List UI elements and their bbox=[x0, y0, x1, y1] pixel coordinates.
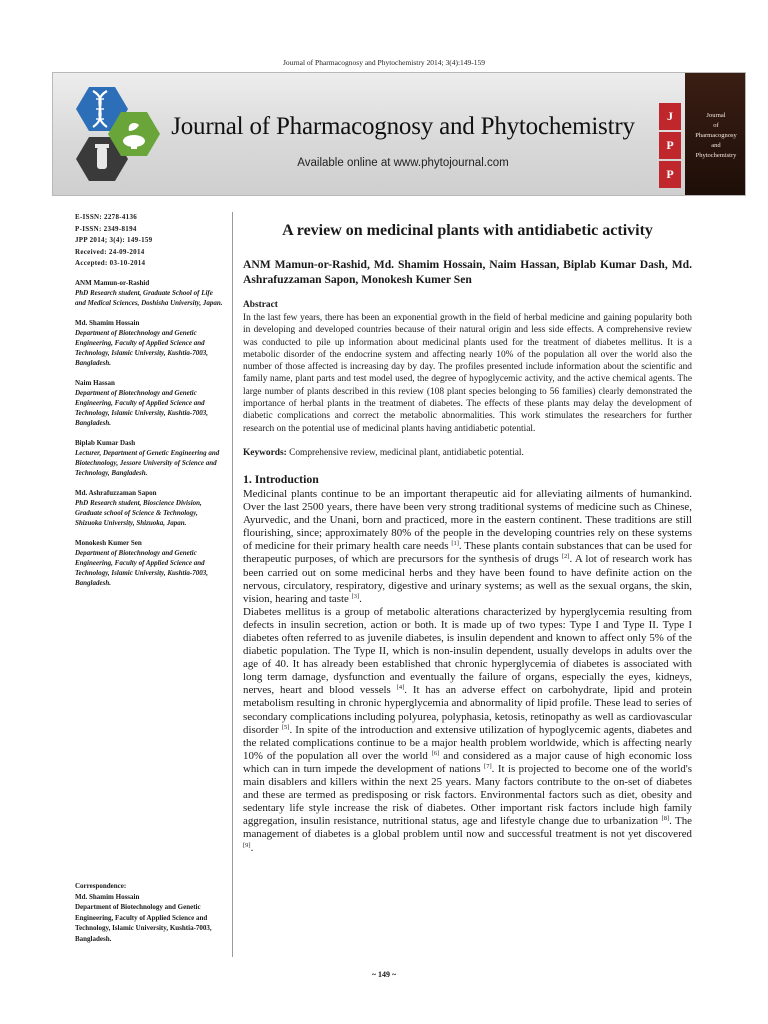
side-text: Journal bbox=[706, 112, 726, 119]
text-run: . bbox=[359, 592, 362, 605]
journal-side-panel bbox=[685, 73, 746, 196]
journal-title: Journal of Pharmacognosy and Phytochemistry bbox=[171, 113, 635, 140]
citation-ref[interactable]: [9] bbox=[243, 841, 251, 849]
column-divider bbox=[232, 212, 233, 957]
citation-ref[interactable]: [1] bbox=[451, 540, 459, 548]
correspondence-label: Correspondence: bbox=[75, 882, 127, 890]
abstract-heading: Abstract bbox=[243, 300, 278, 310]
affiliation-name: Md. Shamim Hossain bbox=[75, 319, 140, 327]
text-run: and considered as a major cause of high economic loss which can in turn impede the development of nations bbox=[243, 749, 692, 775]
affiliation bbox=[75, 488, 225, 528]
citation-ref[interactable]: [5] bbox=[281, 723, 290, 731]
running-head: Journal of Pharmacognosy and Phytochemistry 2014; 3(4):149-159 bbox=[282, 58, 486, 67]
citation-ref[interactable]: [2] bbox=[561, 553, 570, 561]
received-date: Received: 24-09-2014 bbox=[75, 247, 145, 256]
affiliation bbox=[75, 318, 225, 368]
affiliation-detail: PhD Research student, Graduate School of Life and Medical Sciences, Doshisha University, Japan. bbox=[75, 289, 223, 307]
text-run: . These plants contain substances that can be used for therapeutic purposes, of which are precursors for the synthesis of drugs bbox=[243, 540, 692, 566]
abstract-text: In the last few years, there has been an exponential growth in the field of herbal medicine and gaining popularity both in developing and developed countries because of their natural origin and less side effects. A comprehensive review was conducted to pile up information about medicinal plants used for the treatment of diabetes mellitus. It is a metabolic disorder of the endocrine system and affecting nearly 10% of the population all over the world also the number of those affected is increasing day by day. The profiles presented include information about the scientific and family name, plant parts and test model used, the degree of hypoglycemic activity, and the active chemical agents. The large number of plants described in this review (108 plant species belonging to 56 families) clearly demonstrated the importance of herbal plants in the treatment of diabetes. The effects of these plants may delay the development of diabetic complications and correct the metabolic abnormalities. This work stimulates the researchers for further research on the potential use of medicinal plants having antidiabetic potential. bbox=[243, 313, 692, 434]
citation-ref[interactable]: [8] bbox=[661, 815, 670, 823]
author-list: ANM Mamun-or-Rashid, Md. Shamim Hossain, Naim Hassan, Biplab Kumar Dash, Md. Ashrafuzzaman Sapon, Monokesh Kumer Sen bbox=[243, 258, 692, 286]
affiliation-detail: Department of Biotechnology and Genetic Engineering, Faculty of Applied Science and Technology, Islamic University, Kushtia-7003, Bangladesh. bbox=[75, 329, 209, 367]
citation-ref[interactable]: [6] bbox=[431, 749, 440, 757]
keywords bbox=[243, 447, 692, 459]
keywords-text: Comprehensive review, medicinal plant, antidiabetic potential. bbox=[286, 447, 524, 458]
affiliation-name: Biplab Kumar Dash bbox=[75, 439, 136, 447]
side-text: Phytochemistry bbox=[695, 152, 737, 159]
affiliation-name: Naim Hassan bbox=[75, 379, 115, 387]
article-title: A review on medicinal plants with antidiabetic activity bbox=[282, 222, 653, 239]
affiliation bbox=[75, 378, 225, 428]
accepted-date: Accepted: 03-10-2014 bbox=[75, 259, 146, 267]
jpp-letter: J bbox=[659, 103, 681, 130]
affiliation-detail: Lecturer, Department of Genetic Engineering and Biotechnology, Jessore University of Science and Technology, Bangladesh. bbox=[75, 449, 220, 477]
p-issn: P-ISSN: 2349-8194 bbox=[75, 224, 137, 233]
affiliation-detail: Department of Biotechnology and Genetic Engineering, Faculty of Applied Science and Technology, Islamic University, Kushtia-7003, Bangladesh. bbox=[75, 549, 209, 587]
text-run: . A lot of research work has been carried out on some medicinal herbs and they have been found to have definite action on the nervous, circulatory, respiratory, digestive and urinary systems; as well as the sexual organs, the skin, vision, hearing and taste bbox=[243, 553, 692, 605]
intro-paragraph-1 bbox=[243, 488, 692, 606]
journal-website[interactable]: Available online at www.phytojournal.com bbox=[297, 157, 509, 169]
article-meta bbox=[75, 212, 225, 268]
text-run: . The management of diabetes is a global problem until now and successful treatment is not yet discovered bbox=[243, 815, 692, 841]
jpp-letter: P bbox=[659, 132, 681, 159]
jpp-badge bbox=[659, 103, 681, 189]
text-run: Medicinal plants continue to be an important therapeutic aid for alleviating ailments of humankind. Over the last 2500 years, there have been very strong traditional systems of medicine such as Chinese, Ayurvedic, and the Unani, born and practiced, more in the eastern continent. These traditions are still flourishing, since; approximately 80% of the people in the developing countries rely on these systems of medicine for their primary health care needs bbox=[243, 487, 692, 553]
side-text: and bbox=[711, 142, 721, 149]
affiliation-detail: Department of Biotechnology and Genetic Engineering, Faculty of Applied Science and Technology, Islamic University, Kushtia-7003, Bangladesh. bbox=[75, 389, 209, 427]
intro-heading: 1. Introduction bbox=[243, 471, 319, 486]
text-run: . bbox=[250, 841, 254, 854]
intro-paragraph-2 bbox=[243, 606, 692, 855]
journal-banner bbox=[52, 72, 746, 196]
text-run: . It is projected to become one of the world's main disablers and killers within the next 25 years. Many factors contribute to the on-set of diabetes and these are termed as predisposing or risk factors. Environmental factors such as diet, obesity and sedentary life style increase the risk of diabetes. Other important risk factors include high family aggregation, insulin resistance, nutritional status, age and lifestyle change due to urbanization bbox=[243, 762, 692, 828]
affiliation-name: Md. Ashrafuzzaman Sapon bbox=[75, 489, 157, 497]
side-text: Pharmacognosy bbox=[695, 132, 737, 139]
correspondence-name: Md. Shamim Hossain bbox=[75, 892, 140, 901]
citation-ref[interactable]: [3] bbox=[351, 592, 360, 600]
affiliation bbox=[75, 538, 225, 588]
page-number: ~ 149 ~ bbox=[371, 970, 397, 979]
left-sidebar bbox=[75, 212, 225, 588]
correspondence-address: Department of Biotechnology and Genetic Engineering, Faculty of Applied Science and Technology, Islamic University, Kushtia-7003, Bangladesh. bbox=[75, 903, 212, 943]
affiliation-name: Monokesh Kumer Sen bbox=[75, 539, 142, 547]
correspondence bbox=[75, 881, 225, 944]
affiliation-name: ANM Mamun-or-Rashid bbox=[75, 279, 150, 287]
volume-info: JPP 2014; 3(4): 149-159 bbox=[75, 236, 153, 244]
article-body bbox=[243, 222, 692, 855]
citation-ref[interactable]: [4] bbox=[396, 684, 405, 692]
keywords-label: Keywords: bbox=[243, 447, 287, 458]
citation-ref[interactable]: [7] bbox=[484, 762, 492, 770]
side-text: of bbox=[713, 122, 719, 129]
affiliation-detail: PhD Research student, Bioscience Division, Graduate school of Science & Technology, Shizuoka University, Shizuoka, Japan. bbox=[75, 499, 202, 527]
text-run: Diabetes mellitus is a group of metabolic alterations characterized by hyperglycemia resulting from defects in insulin secretion, action or both. It is made up of two types: Type I and Type II. Type I diabetes often referred to as juvenile diabetes, is insulin dependent and known to affect only 5% of the diabetic population. The Type II, which is non-insulin dependent, usually develops in adults over the age of 40. It has already been established that chronic hyperglycemia of diabetes is associated with long term damage, dysfunction and eventually the failure of organs, especially the eyes, kidneys, nerves, heart and blood vessels bbox=[243, 605, 692, 697]
text-run: . In spite of the introduction and extensive utilization of hypoglycemic agents, diabetes and the related complications continue to be a major health problem worldwide, which is affecting nearly 10% of the population all over the world bbox=[243, 723, 692, 762]
text-run: . It has an adverse effect on carbohydrate, lipid and protein metabolism resulting in chronic hyperglycemia and abnormality of lipid profile. These lead to series of secondary complications including polyurea, polyphasia, ketosis, retinopathy as well as cardiovascular disorder bbox=[243, 684, 692, 736]
jpp-letter: P bbox=[659, 161, 681, 188]
e-issn: E-ISSN: 2278-4136 bbox=[75, 213, 138, 221]
affiliation bbox=[75, 438, 225, 478]
affiliation bbox=[75, 278, 225, 308]
